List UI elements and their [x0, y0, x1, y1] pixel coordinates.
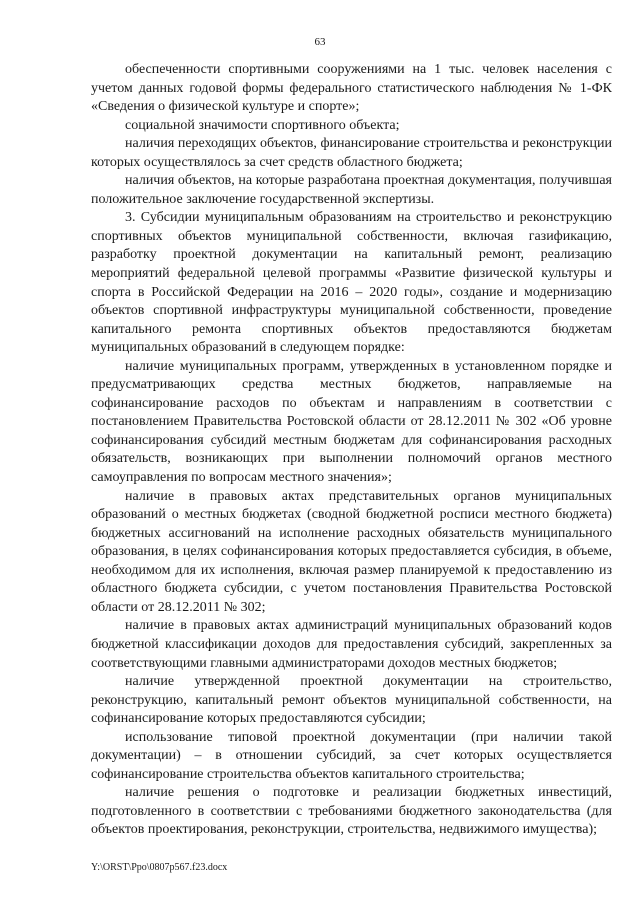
paragraph-carryover-objects: наличия переходящих объектов, финансирование строительства и реконструкции которых осуществлялось за счет средств областного бюджета; — [91, 136, 612, 170]
paragraph-social-significance: социальной значимости спортивного объекта; — [125, 117, 400, 133]
paragraph-municipal-programs: наличие муниципальных программ, утвержденных в установленном порядке и предусматривающих средства местных бюджетов, направляемые на софинансирование расходов по объектам и направлениям в соответствии с постановлением Правительства Ростовской области от 28.12.2011 № 302 «Об уровне софинансирования субсидий местным бюджетам для софинансирования расходных обязательств, возникающих при выполнении полномочий органов местного самоуправления по вопросам местного значения»; — [91, 358, 612, 486]
paragraph-approved-project-docs: наличие утвержденной проектной документации на строительство, реконструкцию, капитальный ремонт объектов муниципальной собственности, на софинансирование которых предоставляются субсидии; — [91, 674, 612, 727]
paragraph-legal-acts-budgets: наличие в правовых актах представительных органов муниципальных образований о местных бюджетах (сводной бюджетной росписи местного бюджета) бюджетных ассигнований на исполнение расходных обязательств муниципального образования, в целях софинансирования которых предоставляется субсидия, в объеме, необходимом для их исполнения, включая размер планируемой к предоставлению из областного бюджета субсидии, с учетом постановления Правительства Ростовской области от 28.12.2011 № 302; — [91, 488, 612, 615]
page-number: 63 — [314, 36, 326, 48]
footer-file-path: Y:\ORST\Ppo\0807p567.f23.docx — [91, 862, 228, 873]
document-body — [91, 61, 612, 840]
paragraph-sports-facilities-provision: обеспеченности спортивными сооружениями на 1 тыс. человек населения с учетом данных годовой формы федерального статистического наблюдения № 1-ФК «Сведения о физической культуре и спорте»; — [91, 62, 612, 115]
paragraph-typical-project-docs: использование типовой проектной документации (при наличии такой документации) – в отношении субсидий, за счет которых осуществляется софинансирование строительства объектов капитального строительства; — [91, 729, 612, 782]
paragraph-budget-classification-codes: наличие в правовых актах администраций муниципальных образований кодов бюджетной классификации доходов для предоставления субсидий, закрепленных за соответствующими главными администраторами доходов местных бюджетов; — [91, 618, 612, 671]
paragraph-investment-decision: наличие решения о подготовке и реализации бюджетных инвестиций, подготовленного в соответствии с требованиями бюджетного законодательства (для объектов проектирования, реконструкции, строительства, недвижимого имущества); — [91, 785, 612, 838]
paragraph-design-documentation: наличия объектов, на которые разработана проектная документация, получившая положительное заключение государственной экспертизы. — [91, 173, 612, 207]
paragraph-subsidies-section-3: 3. Субсидии муниципальным образованиям на строительство и реконструкцию спортивных объектов муниципальной собственности, включая газификацию, разработку проектной документации на капитальный ремонт, реализацию мероприятий федеральной целевой программы «Развитие физической культуры и спорта в Российской Федерации на 2016 – 2020 годы», создание и модернизацию объектов спортивной инфраструктуры муниципальной собственности, проведение капитального ремонта спортивных объектов предоставляются бюджетам муниципальных образований в следующем порядке: — [91, 210, 612, 356]
